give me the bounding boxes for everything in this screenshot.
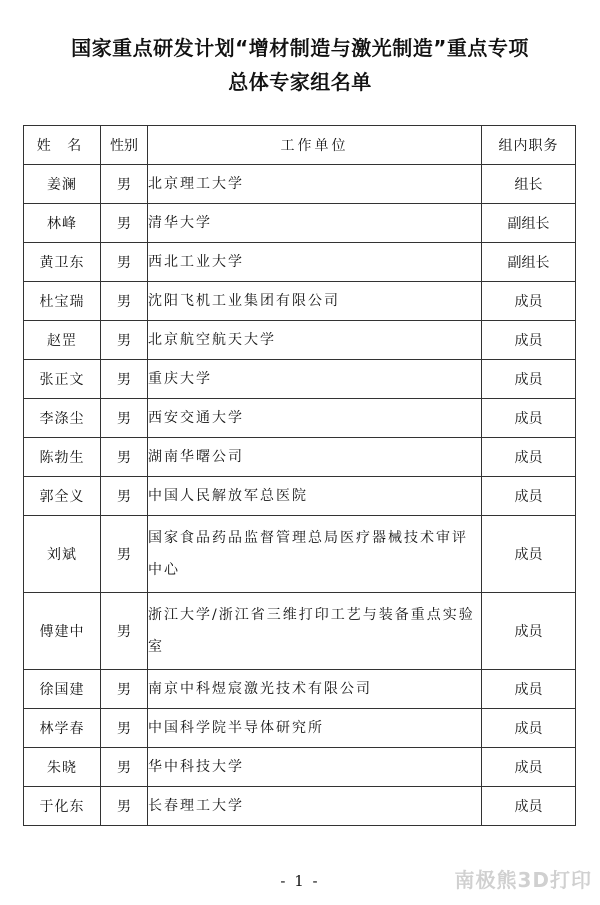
cell-name: 傅建中 xyxy=(24,593,101,670)
cell-name: 黄卫东 xyxy=(24,243,101,282)
cell-name: 郭全义 xyxy=(24,477,101,516)
cell-gender: 男 xyxy=(101,243,148,282)
table-row xyxy=(24,516,576,593)
table-row xyxy=(24,593,576,670)
cell-name: 张正文 xyxy=(24,360,101,399)
table-header-row xyxy=(24,126,576,165)
table-row xyxy=(24,438,576,477)
table-row xyxy=(24,243,576,282)
watermark: 南极熊3D打印 xyxy=(454,868,592,892)
table-row xyxy=(24,165,576,204)
table-row xyxy=(24,321,576,360)
cell-org: 西安交通大学 xyxy=(148,399,482,438)
cell-org: 西北工业大学 xyxy=(148,243,482,282)
cell-gender: 男 xyxy=(101,321,148,360)
cell-name: 徐国建 xyxy=(24,670,101,709)
table-row xyxy=(24,360,576,399)
table-row xyxy=(24,204,576,243)
cell-gender: 男 xyxy=(101,748,148,787)
cell-org: 重庆大学 xyxy=(148,360,482,399)
header-name: 姓 名 xyxy=(24,126,101,165)
cell-org: 南京中科煜宸激光技术有限公司 xyxy=(148,670,482,709)
cell-gender: 男 xyxy=(101,593,148,670)
cell-role: 成员 xyxy=(482,709,576,748)
cell-gender: 男 xyxy=(101,204,148,243)
cell-org: 长春理工大学 xyxy=(148,787,482,826)
cell-org: 北京理工大学 xyxy=(148,165,482,204)
cell-org: 中国科学院半导体研究所 xyxy=(148,709,482,748)
cell-gender: 男 xyxy=(101,516,148,593)
cell-org: 国家食品药品监督管理总局医疗器械技术审评中心 xyxy=(148,516,482,593)
cell-role: 成员 xyxy=(482,399,576,438)
cell-org: 沈阳飞机工业集团有限公司 xyxy=(148,282,482,321)
cell-role: 成员 xyxy=(482,516,576,593)
cell-org: 湖南华曙公司 xyxy=(148,438,482,477)
header-org: 工作单位 xyxy=(148,126,482,165)
cell-gender: 男 xyxy=(101,360,148,399)
cell-gender: 男 xyxy=(101,670,148,709)
cell-gender: 男 xyxy=(101,399,148,438)
cell-role: 成员 xyxy=(482,282,576,321)
cell-role: 组长 xyxy=(482,165,576,204)
cell-gender: 男 xyxy=(101,709,148,748)
cell-org: 中国人民解放军总医院 xyxy=(148,477,482,516)
table-row xyxy=(24,477,576,516)
cell-role: 成员 xyxy=(482,360,576,399)
cell-name: 陈勃生 xyxy=(24,438,101,477)
page-number: - 1 - xyxy=(280,872,320,890)
cell-role: 成员 xyxy=(482,438,576,477)
cell-gender: 男 xyxy=(101,438,148,477)
cell-role: 成员 xyxy=(482,787,576,826)
cell-name: 朱晓 xyxy=(24,748,101,787)
cell-name: 林峰 xyxy=(24,204,101,243)
header-gender: 性别 xyxy=(101,126,148,165)
document-title-line1: 国家重点研发计划“增材制造与激光制造”重点专项 xyxy=(71,36,529,60)
cell-name: 李涤尘 xyxy=(24,399,101,438)
cell-name: 林学春 xyxy=(24,709,101,748)
cell-gender: 男 xyxy=(101,787,148,826)
cell-role: 成员 xyxy=(482,670,576,709)
cell-role: 成员 xyxy=(482,321,576,360)
table-row xyxy=(24,670,576,709)
expert-roster-table xyxy=(23,125,576,826)
table-row xyxy=(24,748,576,787)
cell-name: 于化东 xyxy=(24,787,101,826)
cell-gender: 男 xyxy=(101,165,148,204)
table-row xyxy=(24,399,576,438)
table-row xyxy=(24,709,576,748)
cell-role: 副组长 xyxy=(482,204,576,243)
table-body xyxy=(24,165,576,826)
cell-role: 成员 xyxy=(482,748,576,787)
cell-org: 浙江大学/浙江省三维打印工艺与装备重点实验室 xyxy=(148,593,482,670)
cell-org: 北京航空航天大学 xyxy=(148,321,482,360)
cell-org: 华中科技大学 xyxy=(148,748,482,787)
cell-role: 副组长 xyxy=(482,243,576,282)
table-header xyxy=(24,126,576,165)
cell-role: 成员 xyxy=(482,477,576,516)
cell-name: 杜宝瑞 xyxy=(24,282,101,321)
cell-org: 清华大学 xyxy=(148,204,482,243)
cell-role: 成员 xyxy=(482,593,576,670)
document-title-line2: 总体专家组名单 xyxy=(228,70,372,94)
cell-name: 赵罡 xyxy=(24,321,101,360)
table-row xyxy=(24,787,576,826)
cell-gender: 男 xyxy=(101,477,148,516)
table-row xyxy=(24,282,576,321)
header-role: 组内职务 xyxy=(482,126,576,165)
cell-name: 姜澜 xyxy=(24,165,101,204)
cell-name: 刘斌 xyxy=(24,516,101,593)
cell-gender: 男 xyxy=(101,282,148,321)
